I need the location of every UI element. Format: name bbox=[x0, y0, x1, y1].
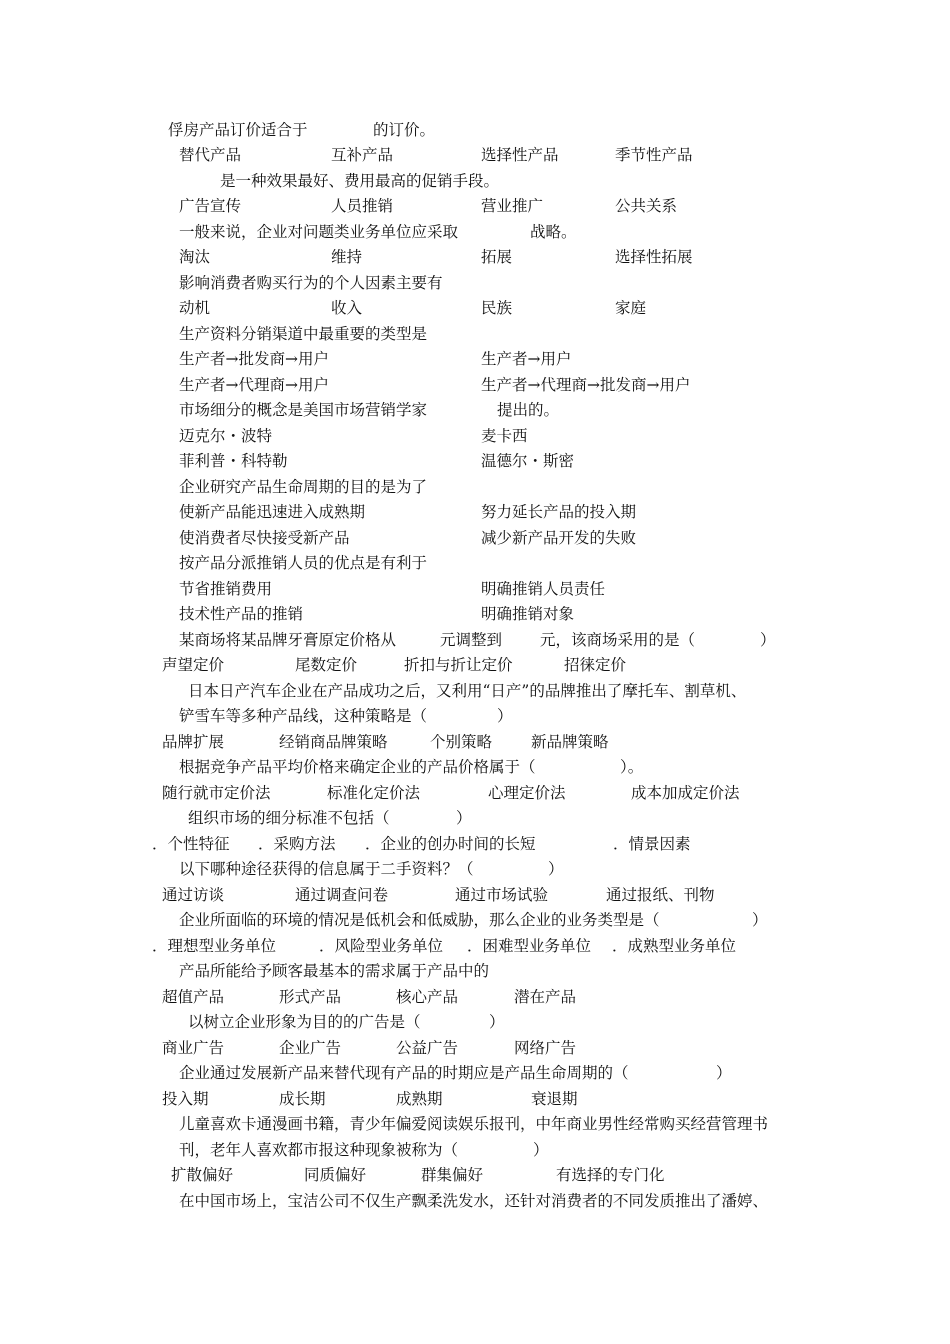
line-text: 菲利普・科特勒 bbox=[179, 452, 288, 470]
text-line bbox=[0, 730, 950, 755]
text-line bbox=[0, 1010, 950, 1035]
option-text: ） bbox=[456, 809, 472, 827]
line-text: ．个性特征 bbox=[152, 835, 230, 853]
text-line bbox=[0, 398, 950, 423]
text-line bbox=[0, 296, 950, 321]
text-line bbox=[0, 526, 950, 551]
text-line bbox=[0, 1087, 950, 1112]
line-text: 广告宣传 bbox=[179, 197, 242, 215]
option-text: ） bbox=[752, 911, 768, 929]
line-text: 以树立企业形象为目的的广告是（ bbox=[188, 1013, 421, 1031]
line-text: 商业广告 bbox=[162, 1039, 225, 1057]
option-text: 新品牌策略 bbox=[531, 733, 609, 751]
line-text: 市场细分的概念是美国市场营销学家 bbox=[179, 401, 428, 419]
line-text: 按产品分派推销人员的优点是有利于 bbox=[179, 554, 428, 572]
option-text: 成本加成定价法 bbox=[631, 784, 740, 802]
line-text: 刊，老年人喜欢都市报这种现象被称为（ bbox=[179, 1141, 459, 1159]
option-text: ．成熟型业务单位 bbox=[612, 937, 737, 955]
option-text: 同质偏好 bbox=[304, 1166, 367, 1184]
option-text: 心理定价法 bbox=[488, 784, 566, 802]
line-text: 动机 bbox=[179, 299, 211, 317]
line-text: 品牌扩展 bbox=[162, 733, 225, 751]
option-text: ） bbox=[716, 1064, 732, 1082]
text-line bbox=[0, 704, 950, 729]
text-line bbox=[0, 628, 950, 653]
line-text: 生产者→代理商→用户 bbox=[179, 376, 329, 394]
text-line bbox=[0, 883, 950, 908]
line-text: 铲雪车等多种产品线，这种策略是（ bbox=[179, 707, 428, 725]
option-text: ） bbox=[760, 631, 776, 649]
text-line bbox=[0, 551, 950, 576]
text-line bbox=[0, 373, 950, 398]
option-text: 明确推销对象 bbox=[481, 605, 575, 623]
text-line bbox=[0, 577, 950, 602]
option-text: 民族 bbox=[481, 299, 513, 317]
line-text: 俘房产品订价适合于 bbox=[168, 121, 308, 139]
option-text: ．风险型业务单位 bbox=[319, 937, 444, 955]
option-text: 企业广告 bbox=[279, 1039, 342, 1057]
line-text: 淘汰 bbox=[179, 248, 211, 266]
text-line bbox=[0, 118, 950, 143]
text-line bbox=[0, 653, 950, 678]
line-text: 通过访谈 bbox=[162, 886, 225, 904]
text-line bbox=[0, 832, 950, 857]
option-text: 战略。 bbox=[530, 223, 577, 241]
text-line bbox=[0, 934, 950, 959]
option-text: 互补产品 bbox=[331, 146, 394, 164]
option-text: 拓展 bbox=[481, 248, 513, 266]
option-text: 群集偏好 bbox=[421, 1166, 484, 1184]
line-text: 是一种效果最好、费用最高的促销手段。 bbox=[220, 172, 500, 190]
option-text: ．情景因素 bbox=[613, 835, 691, 853]
line-text: 组织市场的细分标准不包括（ bbox=[188, 809, 390, 827]
option-text: 温德尔・斯密 bbox=[481, 452, 575, 470]
line-text: 迈克尔・波特 bbox=[179, 427, 273, 445]
option-text: 公益广告 bbox=[396, 1039, 459, 1057]
text-line bbox=[0, 347, 950, 372]
line-text: 产品所能给予顾客最基本的需求属于产品中的 bbox=[179, 962, 490, 980]
line-text: 日本日产汽车企业在产品成功之后，又利用“日产”的品牌推出了摩托车、割草机、 bbox=[188, 682, 747, 700]
option-text: 营业推广 bbox=[481, 197, 544, 215]
line-text: ．理想型业务单位 bbox=[152, 937, 277, 955]
option-text: 成熟期 bbox=[396, 1090, 443, 1108]
text-line bbox=[0, 143, 950, 168]
text-line bbox=[0, 1163, 950, 1188]
option-text: 公共关系 bbox=[615, 197, 678, 215]
text-line bbox=[0, 602, 950, 627]
text-line bbox=[0, 1138, 950, 1163]
line-text: 替代产品 bbox=[179, 146, 242, 164]
line-text: 企业研究产品生命周期的目的是为了 bbox=[179, 478, 428, 496]
option-text: 维持 bbox=[331, 248, 363, 266]
option-text: 折扣与折让定价 bbox=[404, 656, 513, 674]
option-text: 生产者→用户 bbox=[481, 350, 572, 368]
line-text: 某商场将某品牌牙膏原定价格从 bbox=[179, 631, 397, 649]
line-text: 声望定价 bbox=[162, 656, 225, 674]
line-text: 扩散偏好 bbox=[171, 1166, 234, 1184]
option-text: 麦卡西 bbox=[481, 427, 528, 445]
option-text: 通过市场试验 bbox=[455, 886, 549, 904]
line-text: 使消费者尽快接受新产品 bbox=[179, 529, 350, 547]
option-text: 网络广告 bbox=[514, 1039, 577, 1057]
option-text: ）。 bbox=[620, 758, 644, 776]
line-text: 生产者→批发商→用户 bbox=[179, 350, 329, 368]
text-line bbox=[0, 1036, 950, 1061]
line-text: 根据竞争产品平均价格来确定企业的产品价格属于（ bbox=[179, 758, 536, 776]
line-text: 生产资料分销渠道中最重要的类型是 bbox=[179, 325, 428, 343]
line-text: 节省推销费用 bbox=[179, 580, 273, 598]
option-text: 提出的。 bbox=[497, 401, 560, 419]
line-text: 使新产品能迅速进入成熟期 bbox=[179, 503, 366, 521]
text-line bbox=[0, 271, 950, 296]
option-text: 成长期 bbox=[279, 1090, 326, 1108]
option-text: 潜在产品 bbox=[514, 988, 577, 1006]
line-text: 投入期 bbox=[162, 1090, 209, 1108]
option-text: 选择性拓展 bbox=[615, 248, 693, 266]
text-line bbox=[0, 806, 950, 831]
option-text: 元，该商场采用的是（ bbox=[540, 631, 696, 649]
option-text: ） bbox=[489, 1013, 505, 1031]
line-text: 影响消费者购买行为的个人因素主要有 bbox=[179, 274, 443, 292]
text-line bbox=[0, 475, 950, 500]
option-text: 有选择的专门化 bbox=[556, 1166, 665, 1184]
text-line bbox=[0, 424, 950, 449]
text-line bbox=[0, 449, 950, 474]
option-text: 尾数定价 bbox=[295, 656, 358, 674]
text-line bbox=[0, 857, 950, 882]
option-text: ） bbox=[533, 1141, 549, 1159]
line-text: 技术性产品的推销 bbox=[179, 605, 304, 623]
text-line bbox=[0, 500, 950, 525]
text-line bbox=[0, 985, 950, 1010]
option-text: 核心产品 bbox=[396, 988, 459, 1006]
option-text: 减少新产品开发的失败 bbox=[481, 529, 637, 547]
line-text: 儿童喜欢卡通漫画书籍，青少年偏爱阅读娱乐报刊，中年商业男性经常购买经营管理书 bbox=[179, 1115, 769, 1133]
option-text: 明确推销人员责任 bbox=[481, 580, 606, 598]
option-text: 选择性产品 bbox=[481, 146, 559, 164]
option-text: 经销商品牌策略 bbox=[279, 733, 388, 751]
option-text: 衰退期 bbox=[531, 1090, 578, 1108]
line-text: 一般来说，企业对问题类业务单位应采取 bbox=[179, 223, 459, 241]
option-text: 的订价。 bbox=[373, 121, 436, 139]
line-text: 企业通过发展新产品来替代现有产品的时期应是产品生命周期的（ bbox=[179, 1064, 629, 1082]
option-text: 收入 bbox=[331, 299, 363, 317]
option-text: 生产者→代理商→批发商→用户 bbox=[481, 376, 691, 394]
option-text: 个别策略 bbox=[430, 733, 493, 751]
option-text: ．困难型业务单位 bbox=[467, 937, 592, 955]
option-text: 形式产品 bbox=[279, 988, 342, 1006]
option-text: ） bbox=[548, 860, 564, 878]
text-line bbox=[0, 781, 950, 806]
text-line bbox=[0, 1112, 950, 1137]
line-text: 以下哪种途径获得的信息属于二手资料？（ bbox=[179, 860, 474, 878]
text-line bbox=[0, 1189, 950, 1214]
text-line bbox=[0, 908, 950, 933]
text-line bbox=[0, 959, 950, 984]
option-text: ．采购方法 bbox=[258, 835, 336, 853]
text-line bbox=[0, 679, 950, 704]
option-text: 努力延长产品的投入期 bbox=[481, 503, 637, 521]
text-line bbox=[0, 194, 950, 219]
line-text: 在中国市场上，宝洁公司不仅生产飘柔洗发水，还针对消费者的不同发质推出了潘婷、 bbox=[179, 1192, 769, 1210]
text-line bbox=[0, 220, 950, 245]
option-text: 元调整到 bbox=[440, 631, 503, 649]
option-text: 季节性产品 bbox=[615, 146, 693, 164]
text-line bbox=[0, 1061, 950, 1086]
text-line bbox=[0, 169, 950, 194]
option-text: 通过报纸、刊物 bbox=[606, 886, 715, 904]
text-line bbox=[0, 755, 950, 780]
option-text: 人员推销 bbox=[331, 197, 394, 215]
line-text: 随行就市定价法 bbox=[162, 784, 271, 802]
option-text: ．企业的创办时间的长短 bbox=[365, 835, 536, 853]
text-line bbox=[0, 245, 950, 270]
option-text: 通过调查问卷 bbox=[295, 886, 389, 904]
option-text: ） bbox=[497, 707, 513, 725]
option-text: 家庭 bbox=[615, 299, 647, 317]
option-text: 招徕定价 bbox=[564, 656, 627, 674]
line-text: 企业所面临的环境的情况是低机会和低威胁，那么企业的业务类型是（ bbox=[179, 911, 660, 929]
line-text: 超值产品 bbox=[162, 988, 225, 1006]
text-line bbox=[0, 322, 950, 347]
option-text: 标准化定价法 bbox=[327, 784, 421, 802]
